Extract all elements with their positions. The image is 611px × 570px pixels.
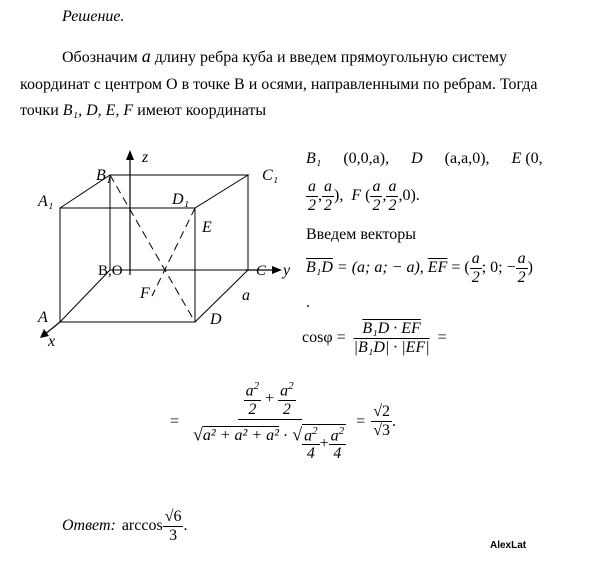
open-paren: (	[365, 186, 371, 204]
label-c1: C₁	[262, 167, 279, 184]
answer-den: 3	[169, 526, 178, 544]
label-d: D	[210, 311, 222, 328]
equals: =	[356, 412, 366, 430]
exp: 2	[338, 424, 345, 437]
frac-den: 2	[372, 196, 381, 214]
label-b1: B₁	[96, 167, 112, 184]
equals: =	[170, 412, 180, 430]
root-expr-1: a² + a² + a²	[202, 426, 279, 444]
solution-heading: Решение.	[62, 8, 125, 25]
label-c: C	[256, 263, 267, 279]
point-e: E	[511, 150, 522, 167]
label-a: a	[242, 287, 250, 304]
frac-den: 2	[517, 268, 526, 286]
coords-line-2	[306, 178, 420, 214]
var-a: a	[245, 382, 254, 400]
plus: +	[265, 389, 275, 407]
label-x: x	[48, 333, 56, 350]
intro-line-3	[20, 102, 266, 120]
result-num: √2	[373, 403, 390, 421]
cos-label: cosφ =	[302, 329, 346, 347]
close-paren: ),	[334, 186, 344, 204]
point-d: D	[411, 150, 423, 167]
cos-den-a: |B₁D|	[353, 338, 390, 356]
intro-text: имеют координаты	[133, 102, 267, 119]
points-list: B₁, D, E, F	[62, 102, 134, 119]
label-A: A	[38, 309, 48, 326]
segment-ef	[152, 208, 195, 296]
answer	[62, 508, 187, 544]
frac-num: a	[372, 178, 381, 195]
frac-den: 2	[324, 196, 332, 214]
frac-den: 2	[282, 400, 291, 418]
frac-num: a	[517, 250, 526, 267]
dot: ·	[282, 426, 289, 444]
period: .	[306, 294, 310, 311]
y-arrow-icon	[272, 266, 282, 274]
frac-den: 4	[333, 445, 342, 463]
var-a: a	[304, 426, 313, 444]
frac-den: 2	[471, 268, 480, 286]
close-paren: )	[527, 258, 533, 276]
answer-label: Ответ:	[62, 517, 116, 535]
label-bo: B,O	[98, 263, 123, 279]
point-f: F	[351, 186, 362, 204]
coords-line-1	[306, 150, 543, 168]
label-y: y	[283, 262, 291, 279]
label-d1: D₁	[172, 191, 190, 208]
intro-text: длину ребра куба и введем прямоугольную систему	[150, 49, 507, 66]
cos-formula: cosφ = $\frac{\text{B₁D · EF}}{\text{|B₁D| · |EF|}}$ =	[302, 320, 447, 356]
comma: ,	[382, 186, 387, 204]
point-b1-value: (0,0,a),	[343, 150, 390, 167]
answer-func: arccos	[121, 517, 163, 535]
var-a: a	[330, 426, 339, 444]
period: .	[391, 412, 396, 430]
cube-front-face	[60, 208, 195, 322]
frac-den: 2	[308, 196, 316, 214]
frac-den: 4	[306, 445, 315, 463]
cos-numerator: B₁D · EF	[362, 320, 421, 337]
vectors-line	[306, 250, 533, 286]
answer-num: √6	[164, 508, 182, 525]
equals: = (	[447, 258, 470, 276]
point-b1: B₁	[306, 150, 322, 167]
edge-variable: a	[141, 46, 151, 66]
intro-text: Обозначим	[62, 49, 142, 66]
exp: 2	[253, 380, 260, 392]
point-f-value-end: ,0).	[398, 186, 420, 204]
main-formula: = $\frac{a^2}{2}$ + $\frac{a^2}{2}$ √a² + a² + a² · √ $\frac{a^2}{4}$ + $\frac{a^2}{4}$ = $\frac{√2}{√3}$ .	[170, 380, 396, 463]
cube-top-face	[60, 175, 248, 208]
point-e-value-start: (0,	[525, 150, 543, 167]
equals: =	[437, 329, 447, 347]
var-a: a	[280, 382, 289, 400]
vector-b1d-value: = (a; a; − a),	[332, 258, 424, 276]
cube-figure	[30, 140, 305, 355]
frac-den: 2	[248, 400, 257, 418]
comma: ,	[318, 186, 322, 204]
frac-num: a	[471, 250, 480, 267]
vector-b1d: B₁D	[306, 258, 333, 276]
exp: 2	[288, 380, 294, 392]
vectors-intro: Введем векторы	[306, 226, 417, 243]
vector-ef: $\overline{EF}$	[427, 258, 448, 276]
exp: 2	[312, 424, 318, 437]
frac-num: a	[308, 178, 316, 195]
frac-num: a	[324, 178, 332, 195]
cos-den-b: |EF|	[401, 338, 430, 356]
plus: +	[319, 434, 329, 452]
period: .	[183, 517, 188, 535]
intro-line-2: координат с центром О в точке В и осями, направленными по ребрам. Тогда	[20, 76, 538, 93]
intro-text: точки	[20, 102, 63, 119]
vector-ef-mid: ; 0; −	[481, 258, 516, 276]
result-den: √3	[373, 422, 390, 440]
label-f: F	[140, 285, 150, 302]
point-d-value: (a,a,0),	[444, 150, 490, 167]
signature: AlexLat	[490, 540, 527, 551]
intro-line-1	[62, 44, 600, 70]
label-z: z	[142, 149, 149, 166]
label-a1: A₁	[38, 193, 54, 210]
frac-num: a	[388, 178, 397, 195]
frac-den: 2	[388, 196, 397, 214]
label-e: E	[202, 219, 212, 236]
z-arrow-icon	[126, 150, 134, 160]
